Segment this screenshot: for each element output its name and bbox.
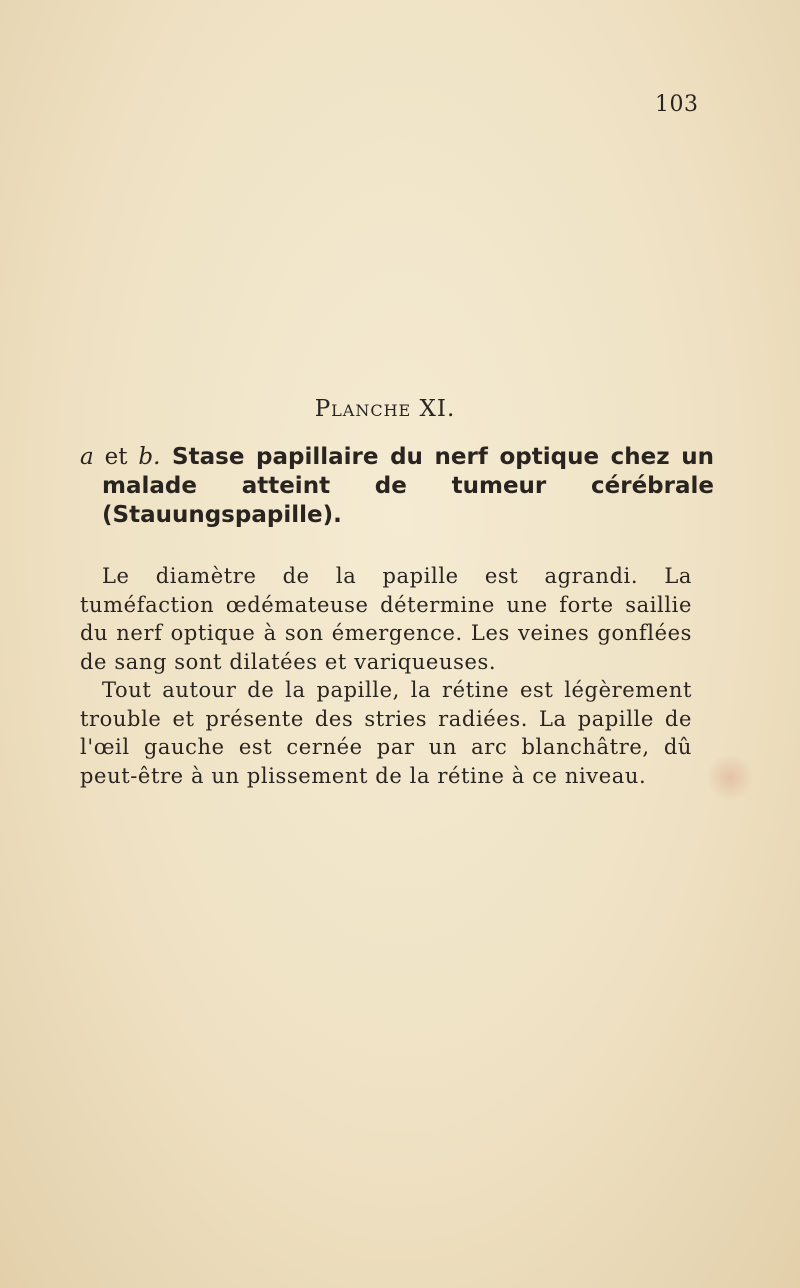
- caption-letter-a: a: [80, 444, 94, 470]
- description-text: [80, 562, 692, 790]
- description-paragraph-1: Le diamètre de la papille est agrandi. La tuméfaction œdémateuse détermine une forte saillie du nerf optique à son émergence. Les veines gonflées de sang sont dilatées et variqueuses.: [80, 564, 692, 674]
- plate-title: Planche XI.: [314, 396, 456, 422]
- caption-text: Stase papillaire du nerf optique chez un malade atteint de tumeur cérébrale (Stauungspapille).: [102, 444, 714, 528]
- page-number: 103: [655, 92, 699, 117]
- description-paragraph-2: Tout autour de la papille, la rétine est légèrement trouble et présente des stries radiées. La papille de l'œil gauche est cernée par un arc blanchâtre, dû peut-être à un plissement de la rétine à ce niveau.: [80, 678, 692, 788]
- caption-conjunction: et: [93, 444, 139, 470]
- paper-stain: [705, 755, 755, 800]
- plate-caption: [80, 443, 714, 530]
- caption-letter-b: b.: [138, 444, 161, 470]
